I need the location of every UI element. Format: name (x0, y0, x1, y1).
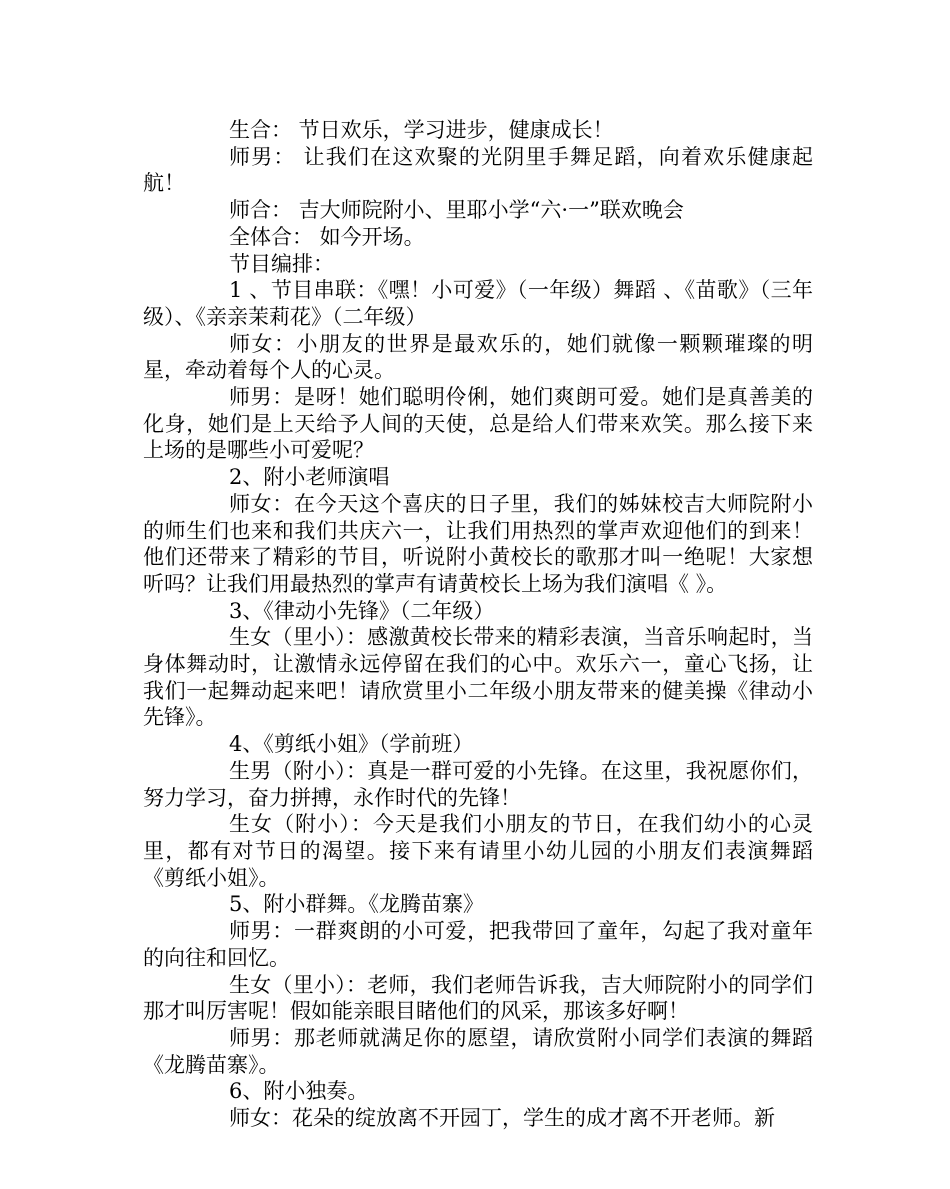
paragraph: 师女：花朵的绽放离不开园丁，学生的成才离不开老师。新 (229, 1106, 775, 1131)
paragraph: 师男：是呀！她们聪明伶俐，她们爽朗可爱。她们是真善美的化身，她们是上天给予人间的天使，总是给人们带来欢笑。那么接下来上场的是哪些小可爱呢？ (143, 385, 813, 463)
paragraph: 全体合： 如今开场。 (229, 224, 425, 249)
paragraph: 节目编排： (229, 251, 334, 276)
paragraph: 生男（附小）：真是一群可爱的小先锋。在这里，我祝愿你们，努力学习，奋力拼搏，永作时代的先锋！ (143, 758, 813, 810)
paragraph: 师男：一群爽朗的小可爱，把我带回了童年，勾起了我对童年的向往和回忆。 (143, 919, 813, 970)
paragraph: 师合： 吉大师院附小、里耶小学“六·一”联欢晚会 (229, 198, 684, 223)
paragraph: 师男：那老师就满足你的愿望，请欣赏附小同学们表演的舞蹈《龙腾苗寨》。 (143, 1025, 813, 1077)
paragraph: 师女：在今天这个喜庆的日子里，我们的姊妹校吉大师院附小的师生们也来和我们共庆六一，让我们用热烈的掌声欢迎他们的到来！他们还带来了精彩的节目，听说附小黄校长的歌那才叫一绝呢！大家想听吗？让我们用最热烈的掌声有请黄校长上场为我们演唱《 》。 (143, 491, 813, 596)
paragraph: 生女（里小）：老师，我们老师告诉我，吉大师院附小的同学们那才叫厉害呢！假如能亲眼目睹他们的风采，那该多好啊！ (143, 972, 813, 1024)
paragraph: 2、附小老师演唱 (229, 465, 390, 490)
paragraph: 5、附小群舞。《龙腾苗寨》 (229, 892, 484, 917)
paragraph: 1 、节目串联：《嘿！小可爱》（一年级）舞蹈 、《苗歌》（三年级）、《亲亲茉莉花》（二年级） (143, 278, 813, 329)
paragraph: 生合： 节日欢乐，学习进步，健康成长！ (229, 118, 614, 142)
paragraph: 3、《律动小先锋》（二年级） (229, 598, 495, 623)
document-body (143, 117, 813, 1132)
paragraph: 师男： 让我们在这欢聚的光阴里手舞足蹈，向着欢乐健康起航！ (143, 144, 813, 196)
paragraph: 生女（附小）：今天是我们小朋友的节日，在我们幼小的心灵里，都有对节日的渴望。接下来有请里小幼儿园的小朋友们表演舞蹈《剪纸小姐》。 (143, 812, 813, 890)
paragraph: 6、附小独奏。 (229, 1079, 369, 1104)
paragraph: 生女（里小）：感激黄校长带来的精彩表演，当音乐响起时，当身体舞动时，让激情永远停留在我们的心中。欢乐六一，童心飞扬，让我们一起舞动起来吧！请欣赏里小二年级小朋友带来的健美操《律动小先锋》。 (143, 625, 813, 730)
paragraph: 4、《剪纸小姐》（学前班） (229, 732, 474, 757)
paragraph: 师女：小朋友的世界是最欢乐的，她们就像一颗颗璀璨的明星，牵动着每个人的心灵。 (143, 331, 813, 383)
